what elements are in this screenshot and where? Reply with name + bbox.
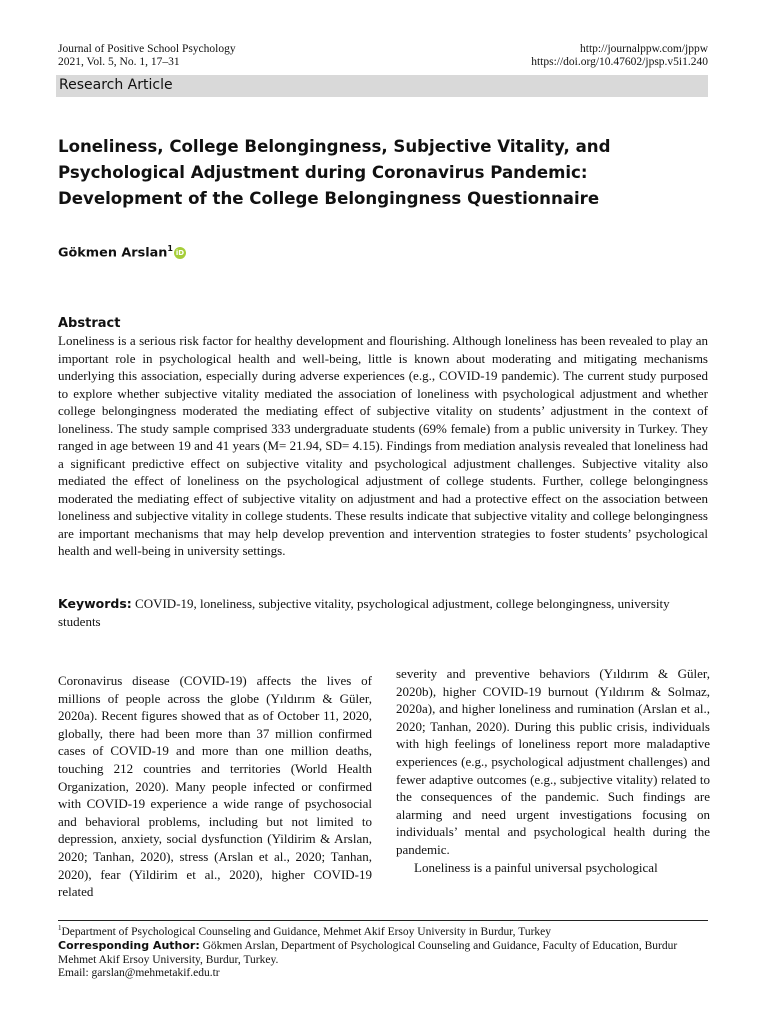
header-right xyxy=(531,43,708,69)
citation-info: 2021, Vol. 5, No. 1, 17–31 xyxy=(58,56,180,68)
article-type-label: Research Article xyxy=(59,77,173,93)
author-name: Gökmen Arslan xyxy=(58,245,168,261)
header-left xyxy=(58,43,236,69)
corresponding-author-label: Corresponding Author: xyxy=(58,939,200,953)
keywords-label: Keywords: xyxy=(58,596,132,611)
email-link[interactable]: Email: garslan@mehmetakif.edu.tr xyxy=(58,967,220,980)
affiliation-footnote xyxy=(58,922,708,939)
affiliation-text: Department of Psychological Counseling and Guidance, Mehmet Akif Ersoy University in Burdur, Turkey xyxy=(61,925,551,938)
body-left-column: Coronavirus disease (COVID-19) affects the lives of millions of people across the globe (Yıldırım & Güler, 2020a). Recent figures showed that as of October 11, 2020, globally, there had been more than 37 million confirmed cases of COVID-19 and more than one million deaths, touching 212 countries and territories (World Health Organization, 2020). Many people infected or confirmed with COVID-19 experience a wide range of psychosocial and behavioral problems, including but not limited to depression, anxiety, social dysfunction (Yildirim & Arslan, 2020; Tanhan, 2020), stress (Arslan et al., 2020; Tanhan, 2020), fear (Yildirim et al., 2020), higher COVID-19 related xyxy=(58,673,372,900)
footnote-divider xyxy=(58,920,708,921)
affiliation-mark: 1 xyxy=(167,244,173,253)
journal-url-link[interactable]: http://journalppw.com/jppw xyxy=(580,43,708,55)
keywords-line xyxy=(58,595,708,630)
right-paragraph-2: Loneliness is a painful universal psychological xyxy=(414,859,658,875)
article-type-banner xyxy=(56,75,708,97)
corresponding-author xyxy=(58,939,708,967)
doi-link[interactable]: https://doi.org/10.47602/jpsp.v5i1.240 xyxy=(531,56,708,68)
orcid-icon[interactable]: iD xyxy=(175,249,185,258)
article-title: Loneliness, College Belongingness, Subjective Vitality, and Psychological Adjustment during Coronavirus Pandemic: Development of the College Belongingness Questionnaire xyxy=(58,137,611,208)
journal-name: Journal of Positive School Psychology xyxy=(58,43,236,55)
footnotes xyxy=(58,922,708,981)
keywords-text: COVID-19, loneliness, subjective vitality, psychological adjustment, college belongingness, university students xyxy=(58,596,670,629)
right-paragraph-1: severity and preventive behaviors (Yıldırım & Güler, 2020b), higher COVID-19 burnout (Yıldırım & Solmaz, 2020a), and higher loneliness and rumination (Arslan et al., 2020; Tanhan, 2020). During this public crisis, individuals with high feelings of loneliness report more maladaptive experiences (e.g., psychological adjustment challenges) and fewer adaptive outcomes (e.g., subjective vitality) related to the consequences of the pandemic. Such findings are alarming and need urgent investigations focusing on individuals’ mental and psychological health during the pandemic. xyxy=(396,666,710,857)
author-line xyxy=(58,244,186,260)
corresponding-author-text: Gökmen Arslan, Department of Psychological Counseling and Guidance, Faculty of Education, Burdur Mehmet Akif Ersoy University, Burdur, Turkey. xyxy=(58,940,678,966)
abstract-heading: Abstract xyxy=(58,316,121,331)
abstract-text: Loneliness is a serious risk factor for healthy development and flourishing. Although loneliness has been revealed to play an important role in psychological health and well-being, little is known about moderating and mitigating mechanisms underlying this association, especially during adverse experiences (e.g., COVID-19 pandemic). The current study purposed to explore whether subjective vitality mediated the association of loneliness with psychological adjustment and whether college belongingness moderated the mediating effect of subjective vitality on students’ adjustment in the context of loneliness. The study sample comprised 333 undergraduate students (69% female) from a public university in Turkey. They ranged in age between 19 and 41 years (M= 21.94, SD= 4.15). Findings from mediation analysis revealed that loneliness had a significant predictive effect on subjective vitality and psychological adjustment challenges. Subjective vitality also mediated the effect of loneliness on the psychological adjustment of college students. Further, college belongingness moderated the mediating effect of subjective vitality on adjustment and had a protective effect on the association between loneliness and subjective vitality in college students. These results indicate that subjective vitality and college belongingness are important mechanisms that may help develop prevention and intervention strategies to foster students’ psychological health and well-being in university settings. xyxy=(58,333,708,558)
footnote-mark: 1 xyxy=(58,924,62,932)
body-right-column xyxy=(396,665,710,876)
